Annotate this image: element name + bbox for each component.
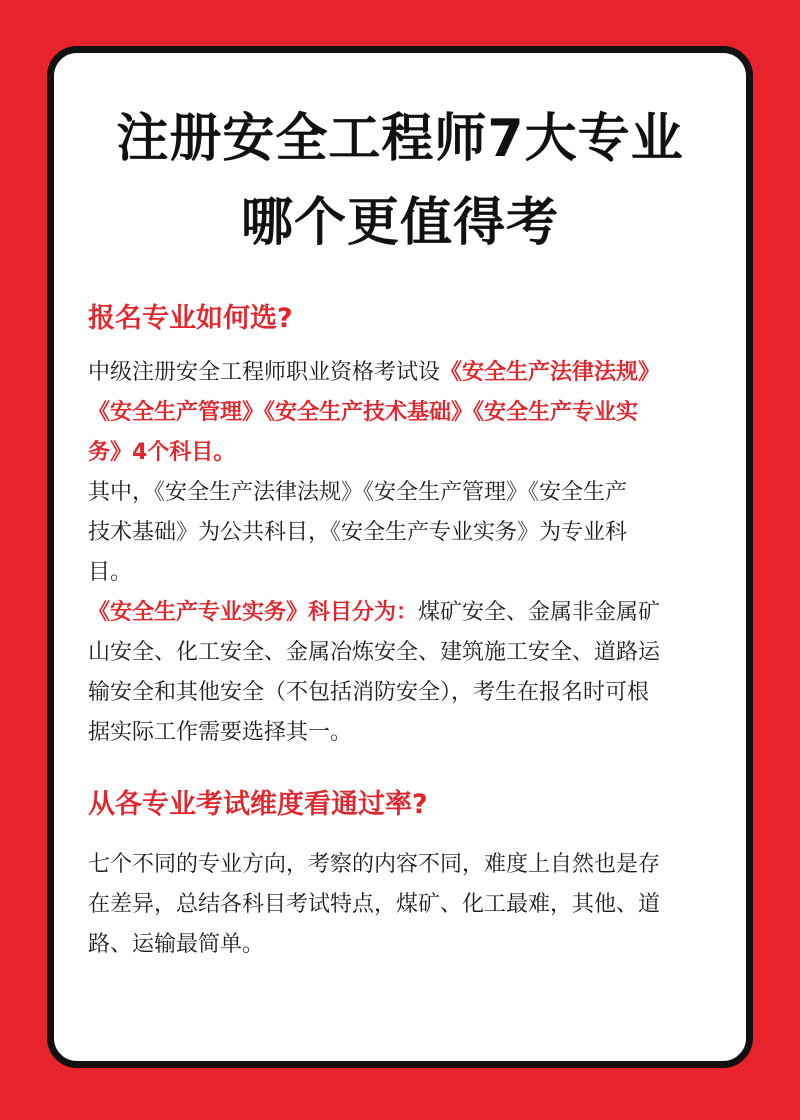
paragraph-line: 在差异，总结各科目考试特点，煤矿、化工最难，其他、道 — [88, 892, 661, 917]
section2-paragraph — [88, 845, 728, 965]
subject-label: 《安全生产专业实务》科目分为： — [88, 600, 419, 625]
paragraph-line: 山安全、化工安全、金属冶炼安全、建筑施工安全、道路运 — [88, 640, 661, 665]
intro-text: 中级注册安全工程师职业资格考试设 — [88, 360, 441, 385]
page-title-line-1: 注册安全工程师7大专业 — [116, 109, 684, 169]
paragraph-line: 七个不同的专业方向，考察的内容不同，难度上自然也是存 — [88, 852, 661, 877]
section1-paragraph-2 — [88, 473, 728, 593]
section1-paragraph-3 — [88, 593, 728, 753]
paragraph-line: 其中，《安全生产法律法规》《安全生产管理》《安全生产 — [88, 480, 628, 505]
section1-paragraph-1 — [88, 353, 728, 473]
section-heading-registration: 报名专业如何选? — [88, 303, 293, 334]
paragraph-line: 输安全和其他安全（不包括消防安全），考生在报名时可根 — [88, 680, 650, 705]
subject-highlight: 《安全生产法律法规》 — [440, 360, 661, 385]
subject-highlight-line: 务》4个科目。 — [88, 440, 236, 465]
paragraph-line: 据实际工作需要选择其一。 — [88, 720, 353, 745]
page-title-line-2: 哪个更值得考 — [240, 193, 559, 253]
paragraph-text: 煤矿安全、金属非金属矿 — [418, 600, 661, 625]
paragraph-line — [88, 593, 728, 633]
paragraph-line: 目。 — [88, 560, 133, 585]
content-card — [47, 46, 753, 1068]
paragraph-line: 技术基础》为公共科目，《安全生产专业实务》为专业科 — [88, 520, 628, 545]
subject-highlight-line: 《安全生产管理》《安全生产技术基础》《安全生产专业实 — [88, 400, 639, 425]
paragraph-line: 路、运输最简单。 — [88, 932, 265, 957]
paragraph-line — [88, 353, 728, 393]
section-heading-pass-rate: 从各专业考试维度看通过率? — [88, 789, 428, 820]
